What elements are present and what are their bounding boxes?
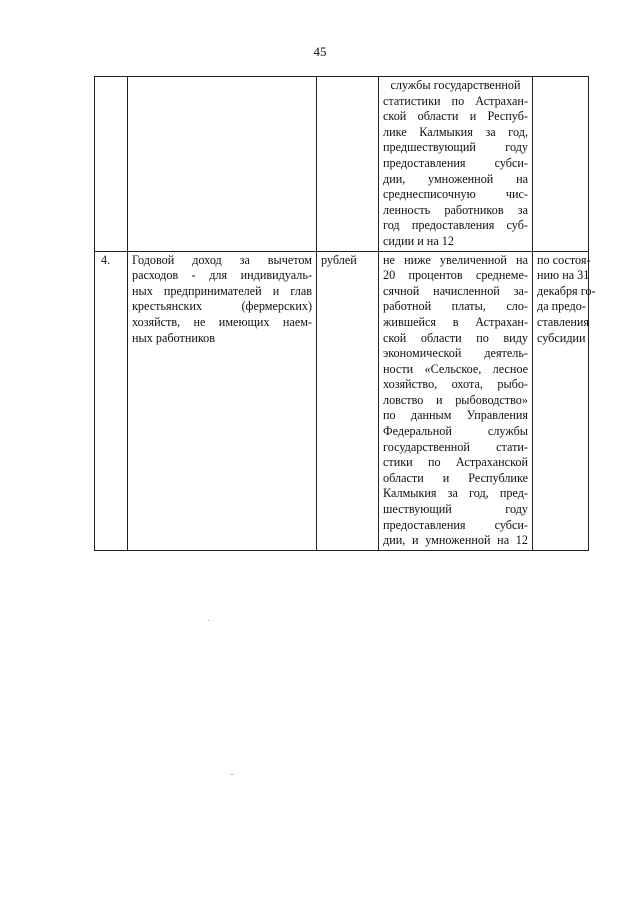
indicator-line: расходов - для индивидуаль- (132, 268, 312, 283)
indicator-cell (128, 251, 317, 550)
value-cell (379, 77, 533, 252)
date-line: по состоя- (537, 252, 591, 267)
value-line: шествующий году (383, 502, 528, 517)
table-row-continuation (95, 77, 589, 252)
value-line: лике Калмыкия за год, (383, 124, 528, 139)
value-line: сидии и на 12 (383, 233, 454, 248)
table-row-4 (95, 251, 589, 550)
value-line: предшествующий году (383, 140, 528, 155)
unit-cell: рублей (317, 251, 379, 550)
unit-cell (317, 77, 379, 252)
value-line: хозяйство, охота, рыбо- (383, 377, 528, 392)
value-line: Калмыкия за год, пред- (383, 486, 528, 501)
value-cell (379, 251, 533, 550)
indicator-line: ных предпринимателей и глав (132, 283, 312, 298)
value-line: ленность работников за (383, 202, 528, 217)
scan-speck (231, 774, 233, 775)
value-line: экономической деятель- (383, 346, 528, 361)
row-number-cell (95, 77, 128, 252)
value-line: ской области по виду (383, 330, 528, 345)
date-line: да предо- (537, 299, 586, 314)
date-line: нию на 31 (537, 268, 590, 283)
value-line: жившейся в Астрахан- (383, 314, 528, 329)
value-line: дии, и умноженной на 12 (383, 533, 528, 548)
value-line: ской области и Респуб- (383, 109, 528, 124)
value-line: ности «Сельское, лесное (383, 361, 528, 376)
page-number: 45 (313, 44, 327, 59)
value-line: работной платы, сло- (383, 299, 528, 314)
indicator-line: ных работников (132, 330, 216, 345)
value-line: сячной начисленной за- (383, 283, 528, 298)
value-line: предоставления субси- (383, 517, 528, 532)
scan-speck (208, 620, 209, 621)
value-line: статистики по Астрахан- (383, 93, 528, 108)
value-line: не ниже увеличенной на (383, 252, 528, 267)
date-line: субсидии (537, 330, 586, 345)
value-line: 20 процентов среднеме- (383, 268, 528, 283)
indicator-line: крестьянских (фермерских) (132, 299, 312, 314)
value-line: области и Республике (383, 470, 528, 485)
value-line: стики по Астраханской (383, 455, 528, 470)
value-line: по данным Управления (383, 408, 528, 423)
value-line: ловство и рыбоводство» (383, 392, 528, 407)
value-line: предоставления субси- (383, 155, 528, 170)
date-line: декабря го- (537, 283, 596, 298)
value-line: Федеральной службы (383, 424, 528, 439)
value-line: службы государственной (390, 78, 521, 92)
value-line: среднесписочную чис- (383, 187, 528, 202)
requirements-table (94, 76, 596, 551)
indicator-line: Годовой доход за вычетом (132, 252, 312, 267)
date-cell (533, 251, 596, 550)
date-line: ставления (537, 314, 590, 329)
row-number-cell: 4. (95, 251, 128, 550)
indicator-line: хозяйств, не имеющих наем- (132, 314, 312, 329)
date-cell (533, 77, 589, 252)
value-line: год предоставления суб- (383, 218, 528, 233)
value-line: дии, умноженной на (383, 171, 528, 186)
value-line: государственной стати- (383, 439, 528, 454)
indicator-cell (128, 77, 317, 252)
